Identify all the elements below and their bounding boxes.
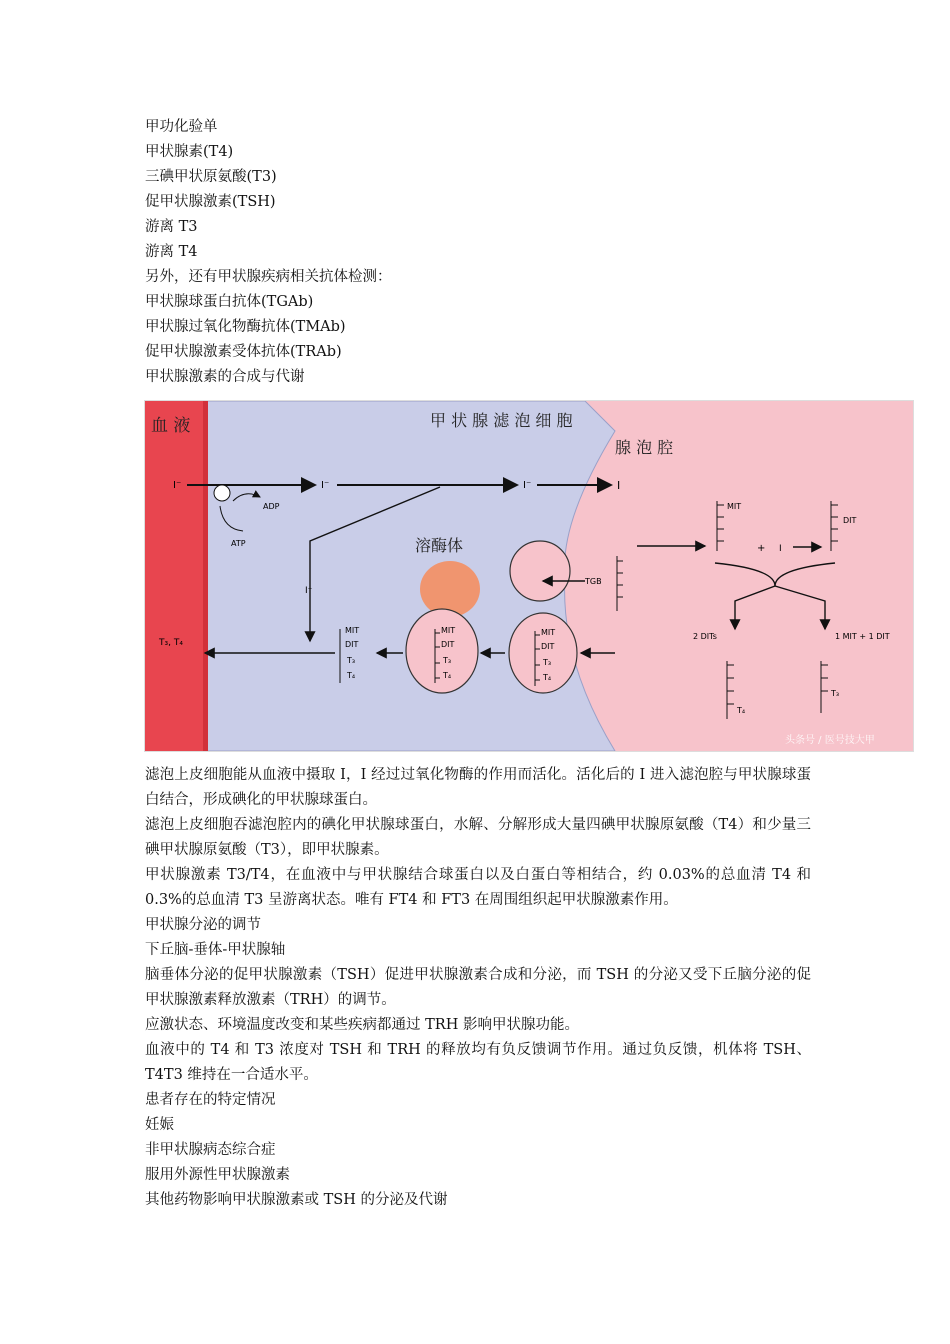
test-list — [145, 115, 811, 390]
text-line: 游离 T3 — [145, 219, 198, 235]
lysosome-label: 溶酶体 — [415, 536, 464, 555]
section-heading: 下丘脑-垂体-甲状腺轴 — [145, 942, 286, 958]
blood-band — [145, 401, 203, 751]
paragraph: 甲状腺激素 T3/T4，在血液中与甲状腺结合球蛋白以及白蛋白等相结合，约 0.03%的总血清 T4 和 0.3%的总血清 T3 呈游离状态。唯有 FT4 和 FT3 在周围组织起甲状腺激素作用。 — [145, 867, 811, 908]
text-line: 甲状腺素(T4) — [145, 144, 234, 160]
lyso-mit-label: MIT — [441, 626, 456, 635]
tgb-label: TGB — [585, 577, 602, 586]
out-mit-label: MIT — [345, 626, 360, 635]
mit-dit-label: 1 MIT + 1 DIT — [835, 632, 890, 641]
phagolysosome — [406, 609, 478, 693]
ves-t3-label: T₃ — [543, 658, 552, 667]
lumen-t3-label: T₃ — [831, 689, 840, 698]
lumen-mit-label: MIT — [727, 502, 742, 511]
iodine-plus-label: I — [779, 544, 782, 554]
text-line: 另外，还有甲状腺疾病相关抗体检测： — [145, 269, 392, 285]
ves-t4-label: T₄ — [543, 673, 552, 682]
text-line: 促甲状腺激素受体抗体(TRAb) — [145, 344, 342, 360]
plus-label: + — [757, 543, 766, 554]
section-heading: 甲状腺分泌的调节 — [145, 917, 261, 933]
cell-label: 甲 状 腺 滤 泡 细 胞 — [430, 411, 573, 430]
out-t3-label: T₃ — [347, 656, 356, 665]
adp-label: ADP — [263, 502, 280, 511]
iodide-recycle-label: I⁻ — [305, 586, 313, 596]
paragraph: 血液中的 T4 和 T3 浓度对 TSH 和 TRH 的释放均有负反馈调节作用。通过负反馈，机体将 TSH、T4T3 维持在一合适水平。 — [145, 1042, 811, 1083]
ves-dit-label: DIT — [541, 642, 555, 651]
paragraph: 应激状态、环境温度改变和某些疾病都通过 TRH 影响甲状腺功能。 — [145, 1017, 579, 1033]
list-item: 其他药物影响甲状腺激素或 TSH 的分泌及代谢 — [145, 1192, 448, 1208]
body-text — [145, 763, 811, 1213]
lumen-dit-label: DIT — [843, 516, 857, 525]
paragraph: 滤泡上皮细胞能从血液中摄取 I，I 经过过氧化物酶的作用而活化。活化后的 I 进入滤泡腔与甲状腺球蛋白结合，形成碘化的甲状腺球蛋白。 — [145, 767, 811, 808]
text-line: 甲状腺球蛋白抗体(TGAb) — [145, 294, 314, 310]
lyso-dit-label: DIT — [441, 640, 455, 649]
section-heading: 甲状腺激素的合成与代谢 — [145, 369, 305, 385]
text-line: 甲功化验单 — [145, 119, 218, 135]
blood-label: 血 液 — [151, 416, 191, 436]
paragraph: 脑垂体分泌的促甲状腺激素（TSH）促进甲状腺激素合成和分泌，而 TSH 的分泌又受下丘脑分泌的促甲状腺激素释放激素（TRH）的调节。 — [145, 967, 811, 1008]
lumen-label: 腺 泡 腔 — [615, 438, 674, 457]
lyso-t4-label: T₄ — [443, 671, 452, 680]
lumen-t4-label: T₄ — [737, 706, 746, 715]
paragraph: 滤泡上皮细胞吞滤泡腔内的碘化甲状腺球蛋白，水解、分解形成大量四碘甲状腺原氨酸（T4）和少量三碘甲状腺原氨酸（T3），即甲状腺素。 — [145, 817, 811, 858]
list-item: 非甲状腺病态综合症 — [145, 1142, 276, 1158]
iodide-apical-label: I⁻ — [523, 480, 532, 491]
iodide-cell-label: I⁻ — [321, 480, 330, 491]
thyroid-hormone-diagram — [144, 400, 914, 752]
iodine-lumen-label: I — [617, 479, 621, 492]
lysosome — [420, 561, 480, 617]
list-item: 妊娠 — [145, 1117, 174, 1133]
atp-label: ATP — [231, 539, 246, 548]
endocytic-vesicle-top — [510, 541, 570, 601]
watermark: 头条号 / 医号技大甲 — [785, 735, 875, 746]
lyso-t3-label: T₃ — [443, 656, 452, 665]
text-line: 甲状腺过氧化物酶抗体(TMAb) — [145, 319, 346, 335]
text-line: 促甲状腺激素(TSH) — [145, 194, 276, 210]
list-item: 服用外源性甲状腺激素 — [145, 1167, 290, 1183]
section-heading: 患者存在的特定情况 — [145, 1092, 276, 1108]
out-t4-label: T₄ — [347, 671, 356, 680]
out-dit-label: DIT — [345, 640, 359, 649]
text-line: 游离 T4 — [145, 244, 198, 260]
text-line: 三碘甲状原氨酸(T3) — [145, 169, 277, 185]
two-dits-label: 2 DITs — [693, 632, 717, 641]
ves-mit-label: MIT — [541, 628, 556, 637]
iodide-blood-label: I⁻ — [173, 480, 182, 491]
pump-circle — [214, 485, 230, 501]
t3-t4-output-label: T₃, T₄ — [159, 638, 183, 648]
